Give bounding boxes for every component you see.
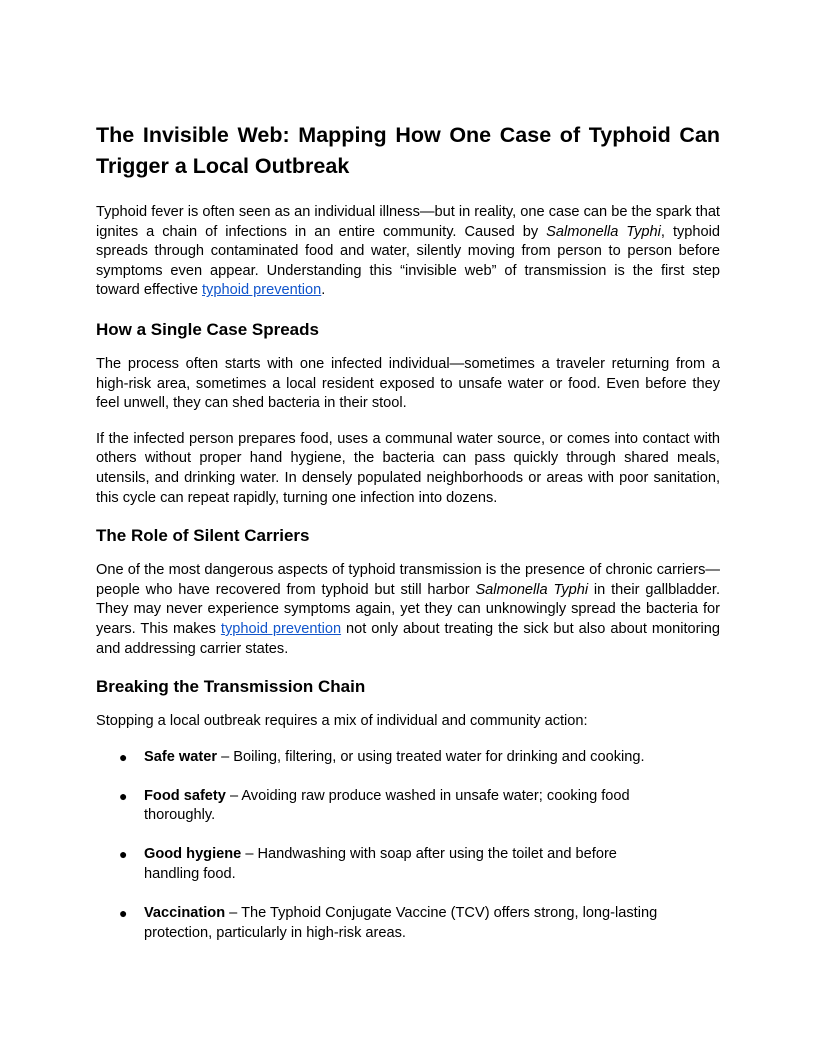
intro-paragraph	[96, 203, 720, 301]
bullet-icon: ●	[119, 748, 128, 765]
carriers-text-1: One of the most dangerous aspects of typhoid transmission is the presence of chronic carriers—people who have recovered from typhoid but still harbor	[96, 562, 720, 598]
bullet-icon: ●	[119, 846, 128, 863]
carriers-paragraph	[96, 561, 720, 659]
list-item-label: Vaccination	[144, 905, 226, 922]
list-item-label: Food safety	[144, 787, 226, 804]
breaking-intro: Stopping a local outbreak requires a mix of individual and community action:	[96, 713, 588, 730]
list-item-label: Safe water	[144, 748, 218, 765]
bullet-icon: ●	[119, 905, 128, 922]
list-item-text: – Handwashing with soap after using the toilet and before handling food.	[144, 846, 617, 883]
list-item-text: – Avoiding raw produce washed in unsafe water; cooking food thoroughly.	[144, 787, 630, 824]
page-title: The Invisible Web: Mapping How One Case of Typhoid Can Trigger a Local Outbreak	[96, 123, 720, 178]
carriers-text-3: not only about treating the sick but also about monitoring and addressing carrier states.	[96, 620, 720, 657]
list-item	[96, 845, 720, 884]
typhoid-prevention-link-1[interactable]: typhoid prevention	[202, 282, 322, 299]
list-item	[96, 904, 720, 943]
intro-italic-organism: Salmonella Typhi	[546, 223, 661, 240]
section-heading-breaking: Breaking the Transmission Chain	[96, 677, 366, 697]
intro-text-3: .	[321, 282, 326, 299]
list-item-text: – Boiling, filtering, or using treated water for drinking and cooking.	[217, 748, 645, 765]
spread-paragraph-2: If the infected person prepares food, uses a communal water source, or comes into contact with others without proper hand hygiene, the bacteria can pass quickly through shared meals, utensils, and drinking water. In densely populated neighborhoods or areas with poor sanitation, this cycle can repeat rapidly, turning one infection into dozens.	[96, 430, 720, 506]
list-item-label: Good hygiene	[144, 846, 242, 863]
intro-text-2: , typhoid spreads through contaminated food and water, silently moving from person to person before symptoms even appear. Understanding this “invisible web” of transmission is the first step toward effective	[96, 223, 720, 299]
carriers-text-2: in their gallbladder. They may never experience symptoms again, yet they can unknowingly spread the bacteria for years. This makes	[96, 581, 720, 637]
list-item	[96, 787, 720, 826]
intro-text-1: Typhoid fever is often seen as an individual illness—but in reality, one case can be the spark that ignites a chain of infections in an entire community. Caused by	[96, 204, 720, 240]
bullet-icon: ●	[119, 787, 128, 804]
section-heading-spread: How a Single Case Spreads	[96, 319, 319, 339]
list-item	[96, 748, 720, 768]
section-heading-carriers: The Role of Silent Carriers	[96, 526, 310, 546]
list-item-text: – The Typhoid Conjugate Vaccine (TCV) offers strong, long-lasting protection, particularly in high-risk areas.	[144, 905, 658, 941]
carriers-italic-organism: Salmonella Typhi	[475, 581, 589, 598]
prevention-list	[96, 748, 720, 944]
spread-paragraph-1: The process often starts with one infected individual—sometimes a traveler returning from a high-risk area, sometimes a local resident exposed to unsafe water or food. Even before they feel unwell, they can shed bacteria in their stool.	[96, 355, 720, 412]
typhoid-prevention-link-2[interactable]: typhoid prevention	[220, 620, 342, 637]
